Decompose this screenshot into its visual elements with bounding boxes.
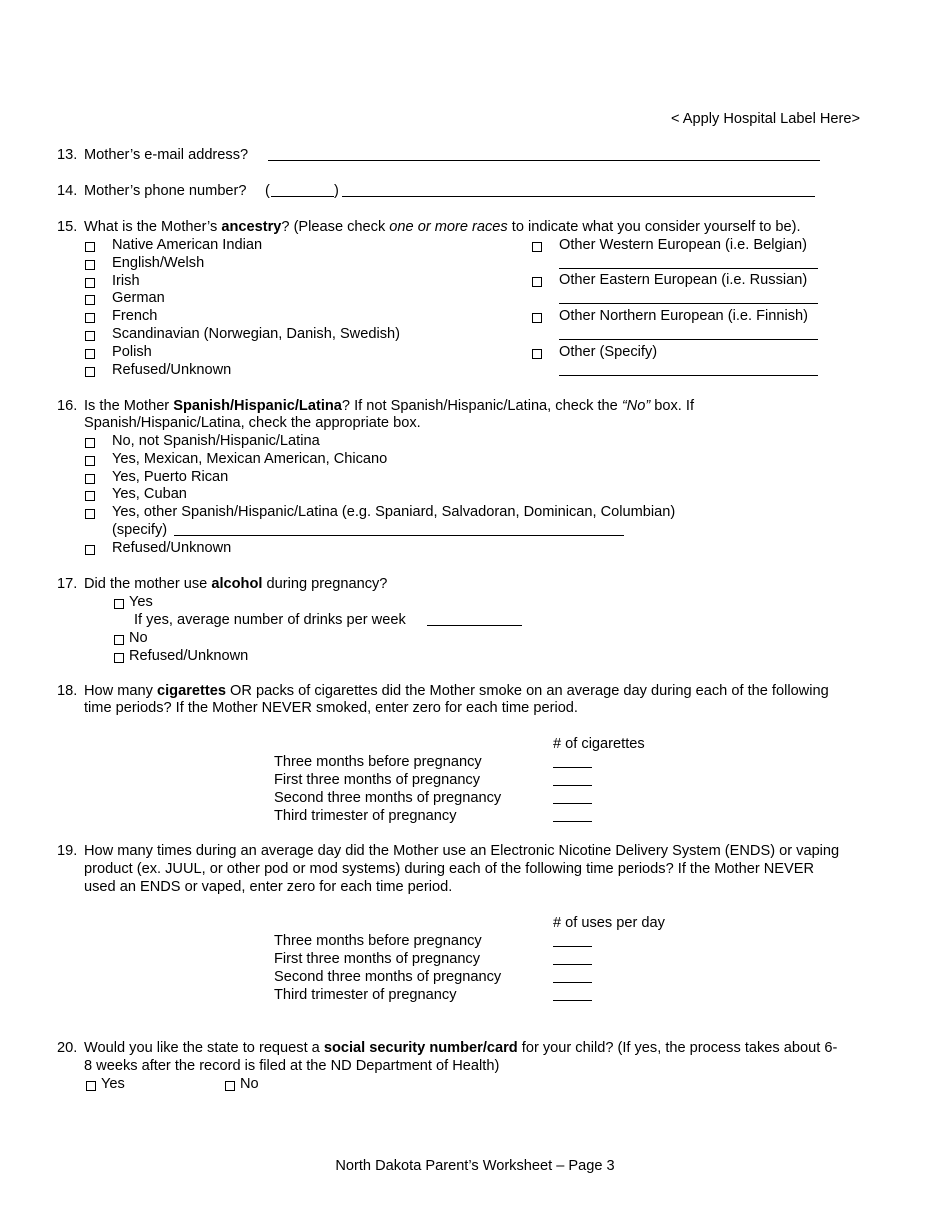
hispanic-label-0: No, not Spanish/Hispanic/Latina bbox=[112, 433, 320, 449]
q20-question: Would you like the state to request a social security number/card for your child? (If yes, the process takes about 6- bbox=[84, 1040, 838, 1056]
ancestry-checkbox-native-american-indian[interactable] bbox=[85, 239, 95, 257]
vaping-count-field[interactable] bbox=[553, 982, 592, 983]
vaping-count-field[interactable] bbox=[553, 946, 592, 947]
ancestry-label-other: Other (Specify) bbox=[559, 344, 658, 360]
drinks-per-week-label: If yes, average number of drinks per week bbox=[134, 612, 406, 628]
q19-question-line3: used an ENDS or vaped, enter zero for each time period. bbox=[84, 879, 453, 895]
page-footer: North Dakota Parent’s Worksheet – Page 3 bbox=[335, 1158, 615, 1174]
vaping-count-field[interactable] bbox=[553, 1000, 592, 1001]
alcohol-label-no: No bbox=[129, 630, 148, 646]
hispanic-checkbox-refused[interactable] bbox=[85, 542, 95, 560]
cigarettes-count-field[interactable] bbox=[553, 803, 592, 804]
ancestry-checkbox-western-european[interactable] bbox=[532, 239, 542, 257]
ssn-label-no: No bbox=[240, 1076, 259, 1092]
ancestry-label-native-american-indian: Native American Indian bbox=[112, 237, 263, 253]
cigarettes-count-field[interactable] bbox=[553, 821, 592, 822]
vaping-count-field[interactable] bbox=[553, 964, 592, 965]
ancestry-label-western-european: Other Western European (i.e. Belgian) bbox=[559, 237, 807, 253]
ancestry-checkbox-scandinavian-norwegian-danish-swedish[interactable] bbox=[85, 328, 95, 346]
q17-question: Did the mother use alcohol during pregnancy? bbox=[84, 576, 388, 592]
q18-question: How many cigarettes OR packs of cigarettes did the Mother smoke on an average day during each of the following bbox=[84, 683, 829, 699]
ancestry-checkbox-french[interactable] bbox=[85, 310, 95, 328]
western-european-specify-field[interactable] bbox=[559, 268, 818, 269]
cigarettes-period-label: Three months before pregnancy bbox=[274, 754, 482, 770]
q15-number: 15. bbox=[57, 219, 78, 235]
vaping-period-label: Three months before pregnancy bbox=[274, 933, 482, 949]
cigarettes-period-label: Third trimester of pregnancy bbox=[274, 808, 457, 824]
q20-question-line2: 8 weeks after the record is filed at the ND Department of Health) bbox=[84, 1058, 500, 1074]
ancestry-checkbox-english-welsh[interactable] bbox=[85, 257, 95, 275]
email-field[interactable] bbox=[268, 160, 820, 161]
hispanic-label-3: Yes, Cuban bbox=[112, 486, 187, 503]
ssn-label-yes: Yes bbox=[101, 1076, 125, 1092]
hispanic-label-1: Yes, Mexican, Mexican American, Chicano bbox=[112, 450, 388, 467]
ancestry-checkbox-refused-unknown[interactable] bbox=[85, 364, 95, 382]
q16-number: 16. bbox=[57, 398, 78, 414]
ssn-checkbox-no[interactable] bbox=[225, 1078, 235, 1096]
vaping-period-label: Second three months of pregnancy bbox=[274, 969, 502, 985]
vaping-period-label: Third trimester of pregnancy bbox=[274, 987, 457, 1003]
hispanic-specify-label: (specify) bbox=[112, 522, 168, 538]
ancestry-label-german: German bbox=[112, 290, 165, 307]
hispanic-label-refused: Refused/Unknown bbox=[112, 540, 232, 556]
q16-question-line2: Spanish/Hispanic/Latina, check the appropriate box. bbox=[84, 415, 421, 431]
q16-question: Is the Mother Spanish/Hispanic/Latina? If not Spanish/Hispanic/Latina, check the “No” box. If bbox=[84, 398, 695, 414]
hispanic-checkbox-0[interactable] bbox=[85, 435, 95, 453]
ancestry-label-polish: Polish bbox=[112, 343, 152, 360]
vaping-period-label: First three months of pregnancy bbox=[274, 951, 481, 967]
ancestry-checkbox-northern-european[interactable] bbox=[532, 310, 542, 328]
q13-question: Mother’s e-mail address? bbox=[84, 147, 249, 163]
ancestry-checkbox-other[interactable] bbox=[532, 346, 542, 364]
q18-question-line2: time periods? If the Mother NEVER smoked, enter zero for each time period. bbox=[84, 700, 578, 716]
ancestry-checkbox-irish[interactable] bbox=[85, 275, 95, 293]
other-ancestry-specify-field[interactable] bbox=[559, 375, 818, 376]
q14-number: 14. bbox=[57, 183, 78, 199]
alcohol-checkbox-refused[interactable] bbox=[114, 650, 124, 668]
cigarettes-count-field[interactable] bbox=[553, 767, 592, 768]
vaping-column-header: # of uses per day bbox=[553, 915, 665, 931]
cigarettes-period-label: First three months of pregnancy bbox=[274, 772, 481, 788]
area-code-close-paren: ) bbox=[334, 183, 339, 199]
ancestry-checkbox-eastern-european[interactable] bbox=[532, 274, 542, 292]
q18-number: 18. bbox=[57, 683, 78, 699]
ancestry-label-northern-european: Other Northern European (i.e. Finnish) bbox=[559, 308, 809, 324]
area-code-field[interactable] bbox=[271, 196, 334, 197]
q19-question-line1: How many times during an average day did the Mother use an Electronic Nicotine Delivery System (ENDS) or vaping bbox=[84, 843, 840, 859]
hispanic-label-4: Yes, other Spanish/Hispanic/Latina (e.g. Spaniard, Salvadoran, Dominican, Columbian) bbox=[112, 504, 676, 521]
hispanic-checkbox-2[interactable] bbox=[85, 471, 95, 489]
q15-question: What is the Mother’s ancestry? (Please check one or more races to indicate what you consider yourself to be). bbox=[84, 219, 801, 235]
drinks-per-week-field[interactable] bbox=[427, 625, 522, 626]
northern-european-specify-field[interactable] bbox=[559, 339, 818, 340]
ancestry-label-refused-unknown: Refused/Unknown bbox=[112, 361, 232, 378]
hispanic-label-2: Yes, Puerto Rican bbox=[112, 468, 229, 485]
q20-number: 20. bbox=[57, 1040, 78, 1056]
alcohol-label-yes: Yes bbox=[129, 594, 153, 610]
eastern-european-specify-field[interactable] bbox=[559, 303, 818, 304]
q17-number: 17. bbox=[57, 576, 78, 592]
phone-number-field[interactable] bbox=[342, 196, 815, 197]
hispanic-checkbox-4[interactable] bbox=[85, 506, 95, 524]
ancestry-checkbox-polish[interactable] bbox=[85, 346, 95, 364]
cigarettes-column-header: # of cigarettes bbox=[553, 736, 645, 752]
q13-number: 13. bbox=[57, 147, 78, 163]
ancestry-label-scandinavian-norwegian-danish-swedish: Scandinavian (Norwegian, Danish, Swedish) bbox=[112, 326, 400, 342]
q14-question: Mother’s phone number? bbox=[84, 183, 247, 199]
cigarettes-period-label: Second three months of pregnancy bbox=[274, 790, 502, 806]
ancestry-checkbox-german[interactable] bbox=[85, 292, 95, 310]
cigarettes-count-field[interactable] bbox=[553, 785, 592, 786]
alcohol-label-refused: Refused/Unknown bbox=[129, 648, 249, 664]
hospital-label-placeholder: < Apply Hospital Label Here> bbox=[671, 111, 861, 127]
ssn-checkbox-yes[interactable] bbox=[86, 1078, 96, 1096]
hispanic-checkbox-3[interactable] bbox=[85, 488, 95, 506]
alcohol-checkbox-no[interactable] bbox=[114, 632, 124, 650]
hispanic-checkbox-1[interactable] bbox=[85, 453, 95, 471]
q19-question-line2: product (ex. JUUL, or other pod or mod systems) during each of the following time periods? If the Mother NEVER bbox=[84, 861, 815, 877]
hispanic-specify-field[interactable] bbox=[174, 535, 624, 536]
q19-number: 19. bbox=[57, 843, 78, 859]
ancestry-label-irish: Irish bbox=[112, 272, 140, 289]
alcohol-checkbox-yes[interactable] bbox=[114, 596, 124, 614]
ancestry-label-french: French bbox=[112, 308, 158, 325]
area-code-open-paren: ( bbox=[265, 183, 270, 199]
ancestry-label-english-welsh: English/Welsh bbox=[112, 254, 205, 271]
ancestry-label-eastern-european: Other Eastern European (i.e. Russian) bbox=[559, 272, 808, 288]
